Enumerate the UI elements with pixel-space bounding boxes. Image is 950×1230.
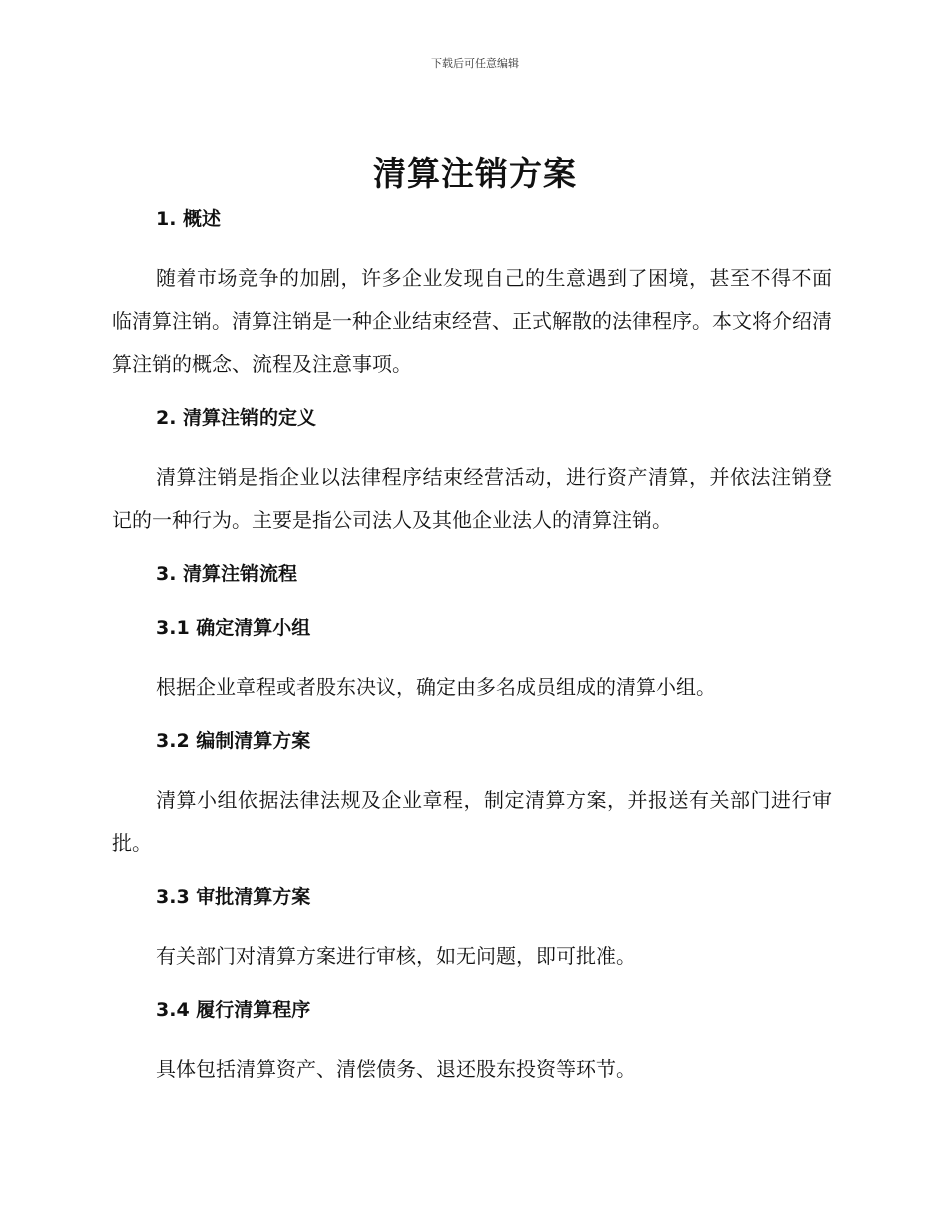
document-body — [112, 203, 832, 1091]
subsection-paragraph: 具体包括清算资产、清偿债务、退还股东投资等环节。 — [156, 1057, 636, 1081]
subsection — [112, 725, 832, 881]
subsection-paragraph: 清算小组依据法律法规及企业章程，制定清算方案，并报送有关部门进行审批。 — [112, 788, 832, 855]
subsection — [112, 994, 832, 1091]
section-paragraph: 清算注销是指企业以法律程序结束经营活动，进行资产清算，并依法注销登记的一种行为。主要是指公司法人及其他企业法人的清算注销。 — [112, 465, 832, 532]
subsection-heading: 3.2 编制清算方案 — [156, 730, 311, 752]
subsection — [112, 612, 832, 725]
subsection-paragraph: 根据企业章程或者股东决议，确定由多名成员组成的清算小组。 — [156, 675, 716, 699]
subsection-heading: 3.3 审批清算方案 — [156, 886, 311, 908]
section — [112, 203, 832, 402]
section-heading: 3. 清算注销流程 — [156, 563, 298, 585]
section — [112, 558, 832, 612]
section — [112, 402, 832, 558]
section-heading: 2. 清算注销的定义 — [156, 407, 317, 429]
subsection-heading: 3.4 履行清算程序 — [156, 999, 311, 1021]
section-heading: 1. 概述 — [156, 208, 222, 230]
document-title: 清算注销方案 — [373, 154, 577, 193]
subsection — [112, 881, 832, 994]
subsection-heading: 3.1 确定清算小组 — [156, 617, 311, 639]
subsection-paragraph: 有关部门对清算方案进行审核，如无问题，即可批准。 — [156, 944, 636, 968]
section-paragraph: 随着市场竞争的加剧，许多企业发现自己的生意遇到了困境，甚至不得不面临清算注销。清算注销是一种企业结束经营、正式解散的法律程序。本文将介绍清算注销的概念、流程及注意事项。 — [112, 266, 832, 376]
header-note: 下载后可任意编辑 — [431, 57, 519, 70]
